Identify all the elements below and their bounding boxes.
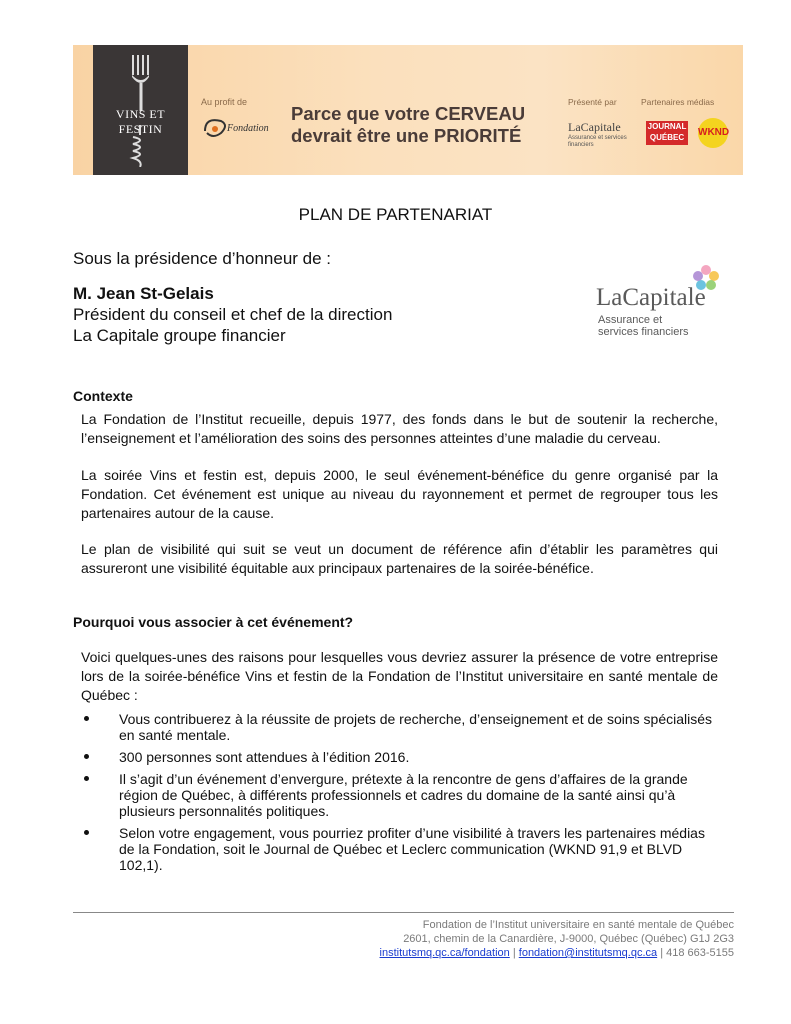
lacapitale-sub-line-2: services financiers	[598, 326, 689, 338]
wknd-logo: WKND	[698, 118, 728, 148]
lacapitale-small-sub: Assurance et services financiers	[568, 135, 627, 148]
list-item-text: Il s’agit d’un événement d’envergure, prétexte à la rencontre de gens d’affaires de la grande région de Québec, à différents professionnels et cadres du domaine de la santé ainsi qu’à plusieurs personnalités politiques.	[119, 771, 688, 819]
list-item-text: Selon votre engagement, vous pourriez profiter d’une visibilité à travers les partenaires médias de la Fondation, soit le Journal de Québec et Leclerc communication (WKND 91,9 et BLVD 102,1).	[119, 825, 705, 873]
contexte-heading: Contexte	[73, 388, 133, 404]
logo-text: VINS ET FESTIN	[115, 107, 166, 136]
lacapitale-sub-line-1: Assurance et	[598, 314, 663, 326]
footer-separator: |	[512, 947, 516, 959]
journal-de-quebec-logo: JOURNAL QUÉBEC	[646, 121, 688, 145]
fondation-logo-text: Fondation	[227, 123, 269, 134]
list-item	[81, 749, 721, 765]
vins-et-festin-logo	[93, 45, 188, 175]
contexte-paragraph-1: La Fondation de l’Institut recueille, depuis 1977, des fonds dans le but de soutenir la recherche, l’enseignement et l’amélioration des soins des personnes atteintes d’une maladie du cerveau.	[81, 411, 718, 446]
honneur-line: Sous la présidence d’honneur de :	[73, 249, 332, 268]
au-profit-label: Au profit de	[201, 97, 248, 107]
corkscrew-icon	[123, 125, 157, 167]
tagline-line-2: devrait être une PRIORITÉ	[291, 125, 522, 146]
president-company: La Capitale groupe financier	[73, 326, 286, 345]
fork-icon	[129, 55, 153, 111]
footer-contact	[380, 946, 734, 960]
page-title: PLAN DE PARTENARIAT	[298, 205, 493, 224]
tagline-line-1: Parce que votre CERVEAU	[291, 103, 526, 124]
pourquoi-heading: Pourquoi vous associer à cet événement?	[73, 614, 354, 630]
president-name: M. Jean St-Gelais	[73, 284, 214, 303]
list-item-text: 300 personnes sont attendues à l’édition 2016.	[119, 749, 410, 765]
event-banner	[73, 45, 743, 175]
pourquoi-intro: Voici quelques-unes des raisons pour lesquelles vous devriez assurer la présence de votre entreprise lors de la soirée-bénéfice Vins et festin de la Fondation de l’Institut universitaire en santé mentale de Québec :	[81, 649, 718, 703]
lacapitale-small-logo: LaCapitale	[568, 120, 621, 134]
bullet-icon	[84, 830, 89, 835]
website-link[interactable]: institutsmq.qc.ca/fondation	[379, 947, 510, 959]
footer-divider	[73, 912, 734, 913]
partenaires-medias-label: Partenaires médias	[641, 97, 715, 107]
bullet-icon	[84, 776, 89, 781]
footer-address: 2601, chemin de la Canardière, J-9000, Québec (Québec) G1J 2G3	[403, 933, 734, 945]
list-item	[81, 771, 721, 819]
footer-phone: | 418 663-5155	[660, 947, 734, 959]
presente-par-label: Présenté par	[568, 97, 617, 107]
bullet-icon	[84, 716, 89, 721]
email-link[interactable]: fondation@institutsmq.qc.ca	[518, 947, 658, 959]
list-item	[81, 711, 721, 743]
lacapitale-logo	[596, 270, 726, 340]
reasons-list	[81, 711, 721, 879]
banner-tagline	[291, 103, 525, 147]
contexte-paragraph-3: Le plan de visibilité qui suit se veut un document de référence afin d’établir les paramètres qui assureront une visibilité équitable aux principaux partenaires de la soirée-bénéfice.	[81, 541, 718, 576]
president-role: Président du conseil et chef de la direction	[73, 305, 393, 324]
contexte-paragraph-2: La soirée Vins et festin est, depuis 2000, le seul événement-bénéfice du genre organisé par la Fondation. Cet événement est unique au niveau du rayonnement et permet de regrouper tous les partenaires autour de la cause.	[81, 467, 718, 521]
lacapitale-logo-sub	[598, 314, 688, 338]
footer	[380, 918, 734, 960]
lacapitale-logo-name: LaCapitale	[596, 284, 706, 311]
list-item	[81, 825, 721, 873]
list-item-text: Vous contribuerez à la réussite de projets de recherche, d’enseignement et de soins spécialisés en santé mentale.	[119, 711, 713, 743]
bullet-icon	[84, 754, 89, 759]
footer-org: Fondation de l’Institut universitaire en santé mentale de Québec	[422, 919, 734, 931]
